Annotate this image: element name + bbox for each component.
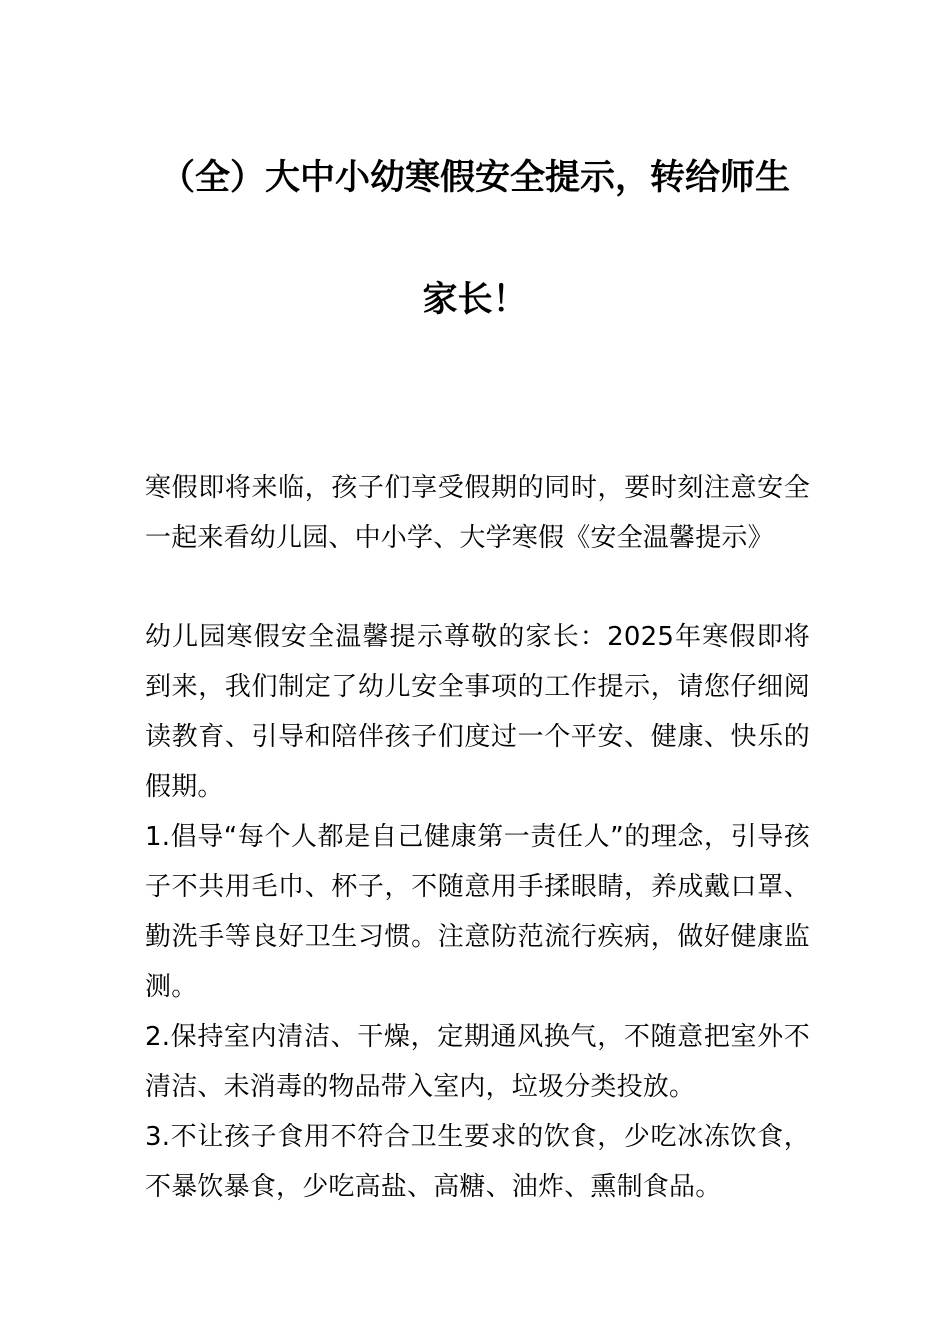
paragraph-tip-2: 2.保持室内清洁、干燥，定期通风换气，不随意把室外不清洁、未消毒的物品带入室内，垃圾分类投放。	[145, 1022, 810, 1102]
paragraph-tip-1: 1.倡导“每个人都是自己健康第一责任人”的理念，引导孩子不共用毛巾、杯子，不随意用手揉眼睛，养成戴口罩、勤洗手等良好卫生习惯。注意防范流行疾病，做好健康监测。	[145, 822, 810, 1002]
document-title-line-2: 家长！	[422, 280, 528, 320]
intro-paragraph: 寒假即将来临，孩子们享受假期的同时，要时刻注意安全一起来看幼儿园、中小学、大学寒假《安全温馨提示》	[145, 473, 810, 553]
intro-block	[145, 463, 810, 563]
tips-block	[145, 612, 810, 1212]
document-title-line-1: （全）大中小幼寒假安全提示，转给师生	[159, 158, 790, 198]
paragraph-tip-3: 3.不让孩子食用不符合卫生要求的饮食，少吃冰冻饮食，不暴饮暴食，少吃高盐、高糖、油炸、熏制食品。	[145, 1122, 810, 1202]
paragraph-kindergarten-notice: 幼儿园寒假安全温馨提示尊敬的家长：2025年寒假即将到来，我们制定了幼儿安全事项的工作提示，请您仔细阅读教育、引导和陪伴孩子们度过一个平安、健康、快乐的假期。	[145, 622, 810, 802]
